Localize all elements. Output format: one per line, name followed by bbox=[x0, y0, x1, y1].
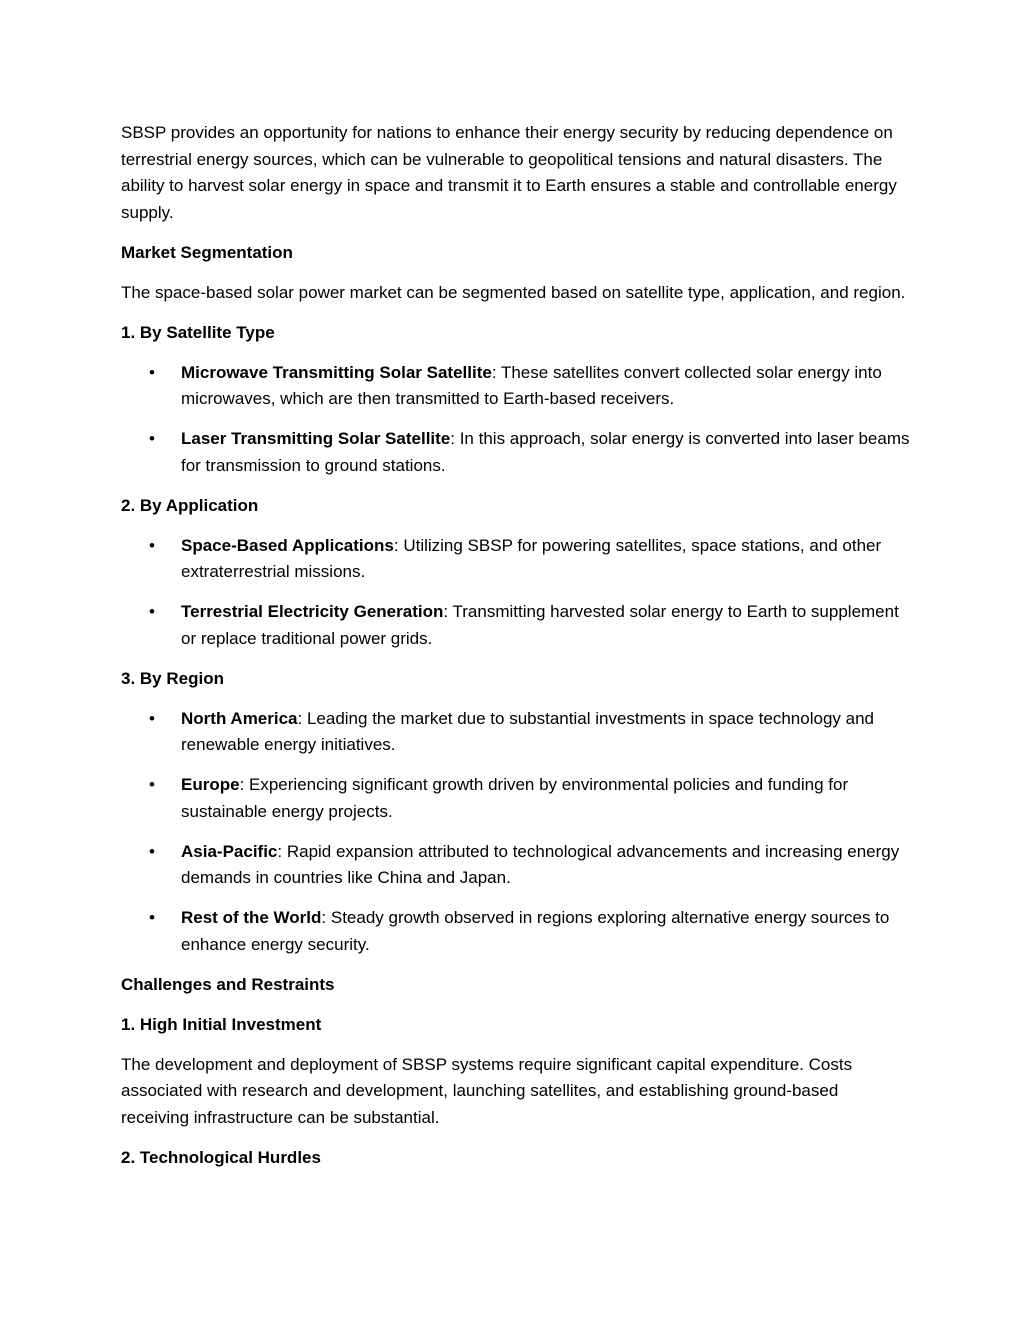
list-item-term: North America bbox=[181, 708, 298, 728]
list-item-description: : Experiencing significant growth driven by environmental policies and funding for sustainable energy projects. bbox=[181, 775, 849, 821]
list-item-term: Rest of the World bbox=[181, 908, 322, 927]
technological-hurdles-heading: 2. Technological Hurdles bbox=[121, 1147, 321, 1167]
list-item-description: : Steady growth observed in regions exploring alternative energy sources to enhance energy security. bbox=[181, 908, 890, 954]
list-item bbox=[121, 533, 911, 586]
document-page bbox=[121, 120, 911, 1185]
bullet-icon: • bbox=[149, 429, 155, 448]
application-list bbox=[121, 533, 911, 653]
list-item-term: Terrestrial Electricity Generation bbox=[181, 602, 444, 621]
list-item-description: : In this approach, solar energy is converted into laser beams for transmission to ground stations. bbox=[181, 429, 910, 475]
bullet-icon: • bbox=[149, 362, 155, 382]
bullet-icon: • bbox=[149, 535, 155, 555]
by-application-heading: 2. By Application bbox=[121, 495, 259, 515]
intro-paragraph: SBSP provides an opportunity for nations to enhance their energy security by reducing dependence on terrestrial energy sources, which can be vulnerable to geopolitical tensions and natural disasters. The ability to harvest solar energy in space and transmit it to Earth ensures a stable and controllable energy supply. bbox=[121, 123, 897, 222]
bullet-icon: • bbox=[149, 841, 155, 861]
region-list bbox=[121, 706, 911, 959]
list-item-term: Asia-Pacific bbox=[181, 841, 278, 861]
bullet-icon: • bbox=[149, 775, 155, 794]
market-segmentation-paragraph: The space-based solar power market can be segmented based on satellite type, application, and region. bbox=[121, 282, 906, 302]
by-satellite-type-heading: 1. By Satellite Type bbox=[121, 322, 275, 342]
list-item bbox=[121, 706, 911, 759]
list-item-term: Europe bbox=[181, 775, 240, 794]
satellite-type-list bbox=[121, 360, 911, 480]
list-item-description: : Rapid expansion attributed to technological advancements and increasing energy demands in countries like China and Japan. bbox=[181, 841, 900, 887]
list-item-description: : These satellites convert collected solar energy into microwaves, which are then transmitted to Earth-based receivers. bbox=[181, 362, 882, 408]
list-item-description: : Transmitting harvested solar energy to Earth to supplement or replace traditional power grids. bbox=[181, 602, 899, 648]
challenges-heading: Challenges and Restraints bbox=[121, 974, 335, 994]
bullet-icon: • bbox=[149, 602, 155, 621]
list-item bbox=[121, 599, 911, 652]
list-item-term: Microwave Transmitting Solar Satellite bbox=[181, 362, 492, 382]
list-item-description: : Leading the market due to substantial investments in space technology and renewable energy initiatives. bbox=[181, 708, 874, 754]
list-item bbox=[121, 426, 911, 479]
list-item-description: : Utilizing SBSP for powering satellites, space stations, and other extraterrestrial missions. bbox=[181, 535, 882, 581]
by-region-heading: 3. By Region bbox=[121, 668, 224, 688]
list-item bbox=[121, 839, 911, 892]
bullet-icon: • bbox=[149, 908, 155, 927]
high-initial-investment-heading: 1. High Initial Investment bbox=[121, 1014, 322, 1034]
list-item bbox=[121, 772, 911, 825]
bullet-icon: • bbox=[149, 708, 155, 728]
list-item bbox=[121, 360, 911, 413]
high-initial-investment-paragraph: The development and deployment of SBSP systems require significant capital expenditure. Costs associated with research and development, launching satellites, and establishing ground-based receiving infrastructure can be substantial. bbox=[121, 1054, 853, 1127]
list-item-term: Laser Transmitting Solar Satellite bbox=[181, 429, 451, 448]
market-segmentation-heading: Market Segmentation bbox=[121, 242, 293, 262]
list-item-term: Space-Based Applications bbox=[181, 535, 394, 555]
list-item bbox=[121, 905, 911, 958]
